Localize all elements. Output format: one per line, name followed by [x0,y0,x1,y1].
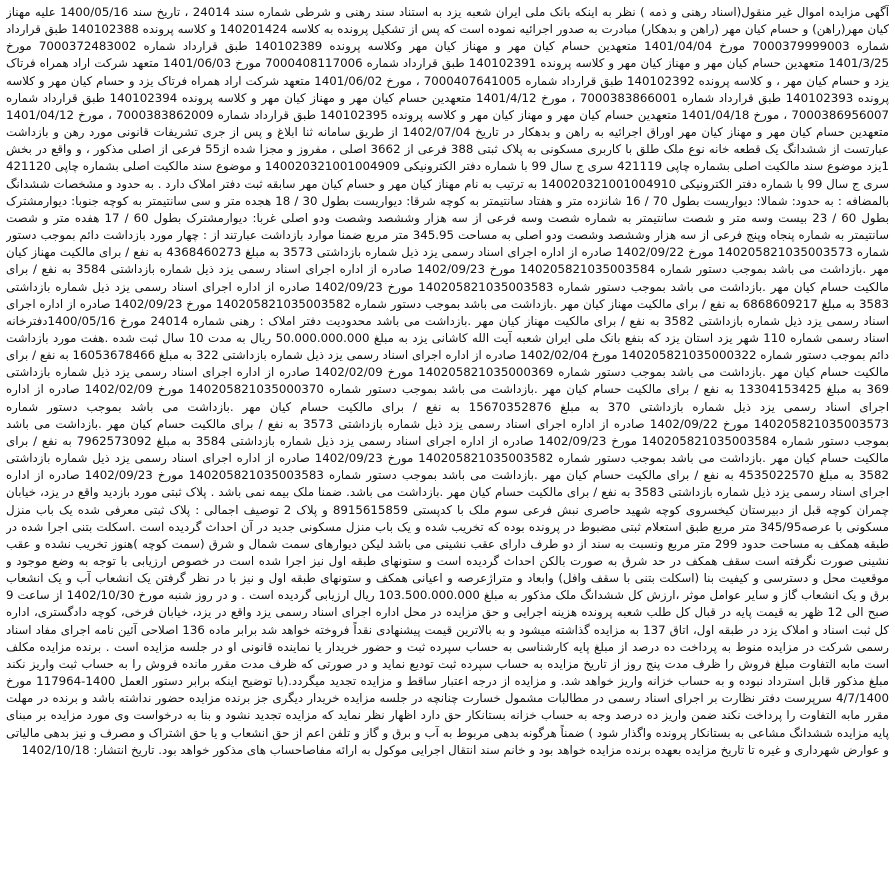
notice-paragraph [6,4,889,759]
publish-date-value: 1402/10/18 [21,742,90,757]
publish-date-label: تاریخ انتشار: [93,742,155,757]
publish-date-line [22,743,155,757]
auction-notice [6,4,889,887]
notice-body: آگهی مزایده اموال غیر منقول(اسناد رهنی و ذمه ) نظر به اینکه بانک ملی ایران شعبه یزد به استناد سند رهنی و شرطی شماره سند 24014 ، تاریخ سند 1400/05/16 علیه مهناز کیان مهر(راهن) و حسام کیان مهر (راهن و بدهکار) مبادرت به صدور اجرائیه نموده است که پس از تشکیل پرونده به کلاسه 140201424 و کلاسه پرونده 140102388 طبق قرارداد شماره 7000379999003 مورخ 1401/04/04 متعهدین حسام کیان مهر و مهناز کیان مهر وکلاسه پرونده 140102389 طبق قرارداد شماره 7000372483002 مورخ 1401/3/25 متعهدین حسام کیان مهر و مهناز کیان مهر و کلاسه پرونده 140102391 طبق قرارداد شماره 7000408117006 مورخ 1401/06/03 متعهد شرکت اراد همراه فرتاک یزد و حسام کیان مهر ، و کلاسه پرونده 140102392 طبق قرارداد شماره 7000407641005 ، مورخ 1401/06/02 متعهد شرکت اراد همراه فرتاک یزد و حسام کیان مهر و کلاسه پرونده 140102393 طبق قرارداد شماره 7000383866001 ، مورخ 1401/4/12 متعهدین حسام کیان مهر و مهناز کیان مهر و کلاسه پرونده 140102394 طبق قرارداد شماره 7000386956007 ، مورخ 1401/04/18 متعهدین حسام کیان مهر و مهناز کیان مهر و کلاسه پرونده 140102395 طبق قرارداد شماره 7000383862009 ، مورخ 1401/04/12 متعهدین حسام کیان مهر و مهناز کیان مهر اوراق اجرائیه به راهن و بدهکار در تاریخ 1402/07/04 از طریق سامانه ثنا ابلاغ و پس از جری تشریفات قانونی مورد رهن و بازداشت عبارتست از ششدانگ یک قطعه خانه نوع ملک طلق با کاربری مسکونی به پلاک ثبتی 388 فرعی از 3662 اصلی ، مفروز و مجزا شده از55 فرعی از اصلی مذکور ، و واقع در بخش 1یزد موضوع سند مالکیت اصلی بشماره چاپی 421119 سری ج سال 99 با شماره دفتر الکترونیکی 140020321001004909 و موضوع سند مالکیت اصلی بشماره چاپی 421120 سری ج سال 99 با شماره دفتر الکترونیکی 140020321001004910 به ترتیب به نام مهناز کیان مهر و حسام کیان مهر سابقه ثبت دفتر املاک دارد . به حدود و مشخصات ششدانگ بالمضافه : به حدود: شمالا: دیواریست بطول 70 / 16 شانزده متر و هفتاد سانتیمتر به کوچه شرقا: دیواریست بطول 30 / 18 هجده متر و سی سانتیمتر به کوچه جنوبا: دیوارمشترک بطول 60 / 23 بیست وسه متر و شصت سانتیمتر به شماره شصت وسه فرعی از سه هزار وششصد وشصت ودو اصلی غربا: دیوارمشترک بطول 60 / 17 هفده متر و شصت سانتیمتر به شماره پنجاه وپنج فرعی از سه هزار وششصد وشصت ودو اصلی به مساحت 345.95 متر مربع ضمنا موارد بازداشت عبارتند از : چهار مورد بازداشت دائم بموجب دستور شماره 140205821035003573 مورخ 1402/09/22 صادره از اداره اجرای اسناد رسمی یزد ذیل شماره بازداشتی 3573 به مبلغ 4368460273 به نفع / برای مالکیت مهناز کیان مهر .بازداشت می باشد بموجب دستور شماره 140205821035003584 مورخ 1402/09/23 صادره از اداره اجرای اسناد رسمی یزد ذیل شماره بازداشتی 3584 به نفع / برای مالکیت حسام کیان مهر .بازداشت می باشد بموجب دستور شماره 140205821035003583 مورخ 1402/09/23 صادره از اداره اجرای اسناد رسمی یزد ذیل شماره بازداشتی 3583 به مبلغ 6868609217 به نفع / برای مالکیت مهناز کیان مهر .بازداشت می باشد بموجب دستور شماره 140205821035003582 مورخ 1402/09/23 صادره از اداره اجرای اسناد رسمی یزد ذیل شماره بازداشتی 3582 به نفع / برای مالکیت مهناز کیان مهر .بازداشت می باشد محدودیت دفتر املاک : رهنی شماره 24014 مورخ 1400/05/16دفترخانه اسناد رسمی شماره 110 شهر یزد استان یزد که بنفع بانک ملی ایران شعبه آیت الله کاشانی یزد به مبلغ 50.000.000.000 ریال به مدت 10 سال ثبت شده .هفت مورد بازداشت دائم بموجب دستور شماره 140205821035000322 مورخ 1402/02/04 صادره از اداره اجرای اسناد رسمی یزد ذیل شماره بازداشتی 322 به مبلغ 16053678466 به نفع / برای مالکیت حسام کیان مهر .بازداشت می باشد بموجب دستور شماره 140205821035000369 مورخ 1402/02/09 صادره از اداره اجرای اسناد رسمی یزد ذیل شماره بازداشتی 369 به مبلغ 13304153425 به نفع / برای مالکیت حسام کیان مهر .بازداشت می باشد بموجب دستور شماره 140205821035000370 مورخ 1402/02/09 صادره از اداره اجرای اسناد رسمی یزد ذیل شماره بازداشتی 370 به مبلغ 15670352876 به نفع / برای مالکیت حسام کیان مهر .بازداشت می باشد بموجب دستور شماره 140205821035003573 مورخ 1402/09/22 صادره از اداره اجرای اسناد رسمی یزد ذیل شماره بازداشتی 3573 به نفع / برای مالکیت حسام کیان مهر .بازداشت می باشد بموجب دستور شماره 140205821035003584 مورخ 1402/09/23 صادره از اداره اجرای اسناد رسمی یزد ذیل شماره بازداشتی 3584 به مبلغ 7962573092 به نفع / برای مالکیت حسام کیان مهر .بازداشت می باشد بموجب دستور شماره 140205821035003582 مورخ 1402/09/23 صادره از اداره اجرای اسناد رسمی یزد ذیل شماره بازداشتی 3582 به مبلغ 4535022570 به نفع / برای مالکیت حسام کیان مهر .بازداشت می باشد بموجب دستور شماره 140205821035003583 مورخ 1402/09/23 صادره از اداره اجرای اسناد رسمی یزد ذیل شماره بازداشتی 3583 به نفع / برای مالکیت حسام کیان مهر .بازداشت می باشد. ضمنا ملک بیمه نمی باشد . پلاک ثبتی مورد بازدید واقع در یزد، خیابان چمران کوچه قبل از دبیرستان کیخسروی کوچه شهید حاصری نبش فرعی سوم ملک با کدپستی 8915615859 و پلاک 2 توصیف اجمالی : پلاک ثبتی معرفی شده یک باب منزل مسکونی با عرصه345/95 متر مربع طبق استعلام ثبتی مضبوط در پرونده بوده که تخریب شده و یک باب منزل مسکونی جدید در آن احداث گردیده است .اسکلت بتنی اجرا شده در طبقه همکف به مساحت حدود 299 متر مربع ونسبت به سند از دو طرف دارای عقب نشینی می باشد لیکن دیوارهای سمت شمال و شرق (سمت کوچه )هنوز تخریب نشده و عقب نشینی صورت نگرفته است سقف همکف در حد شرق به صورت بالکن احداث گردیده است و ستونهای طبقه اول نیز اجرا شده است در خصوص ارزیابی با توجه به وضع موجود و موقعیت محل و دسترسی و کیفیت بنا (اسکلت بتنی با سقف وافل) وابعاد و متراژعرصه و اعیانی همکف و ستونهای طبقه اول و نیز با در نظر گرفتن یک انشعاب آب و یک انشعاب برق و یک انشعاب گاز و سایر عوامل موثر ،ارزش کل ششدانگ ملک مذکور به مبلغ 103.500.000.000 ریال ارزیابی گردیده است . و در روز شنبه مورخ 1402/10/30 از ساعت 9 صبح الی 12 ظهر به قیمت پایه در قبال کل طلب شعبه پرونده هزینه اجرایی و حق مزایده در محل اداره اجرای اسناد رسمی یزد واقع در یزد، خیابان فرخی، کوچه دادگستری، اداره کل ثبت اسناد و املاک یزد در طبقه اول، اتاق 137 به مزایده گذاشته میشود و به بالاترین قیمت پیشنهادی نقداً فروخته خواهد شد برابر ماده 136 اصلاحی آئین نامه اجرای مفاد اسناد رسمی شرکت در مزایده منوط به پرداخت ده درصد از مبلغ پایه کارشناسی به حساب سپرده ثبت و حضور خریدار یا نماینده قانونی او در جلسه مزایده است . برنده مزایده مکلف است مابه التفاوت مبلغ فروش را ظرف مدت پنج روز از تاریخ مزایده به حساب سپرده ثبت تودیع نماید و در صورتی که ظرف مدت مقرر مانده فروش را به حساب ثبت واریز نکند مبلغ مذکور قابل استرداد نبوده و به حساب خزانه واریز خواهد شد. و مزایده از درجه اعتبار ساقط و مزایده تجدید میگردد.(با توضیح اینکه برابر دستور العمل 1400-117964 مورخ 4/7/1400 سرپرست دفتر نظارت بر اجرای اسناد رسمی در مطالبات مشمول خسارت چنانچه در جلسه مزایده خریدار دیگری جز برنده مزایده حضور نداشته باشد و برنده در مهلت مقرر مابه التفاوت را پرداخت نکند ضمن واریز ده درصد وجه به حساب خزانه بستانکار حق دارد اظهار نظر نماید که مزایده تجدید نشود و بنا به درخواست وی مورد مزایده بر مبنای پایه مزایده ششدانگ مشاعی به بستانکار پرونده واگذار شود ) ضمناً هرگونه بدهی مربوط به آب و برق و گاز و تلفن اعم از حق انشعاب و یا حق اشتراک و مصرف و نیز بدهی مالیاتی و عوارض شهرداری و غیره تا تاریخ مزایده بعهده برنده مزایده خواهد بود و خانم سند انتقال اجرایی موکول به ارائه مفاصاحساب های مذکور خواهد بود. [6,5,889,757]
